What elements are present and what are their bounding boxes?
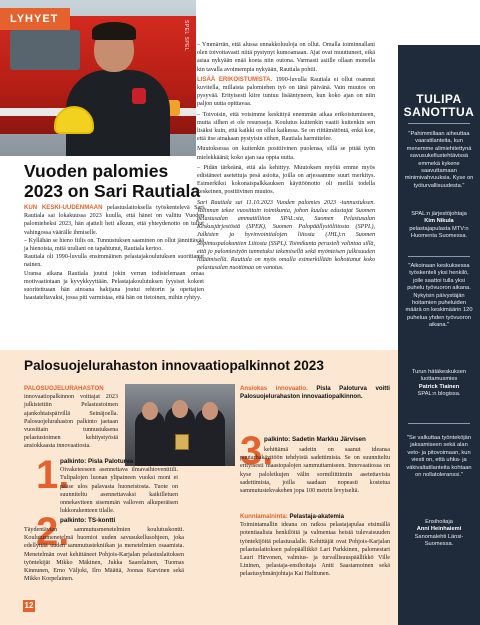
sidebar-attribution-1 <box>404 211 474 241</box>
awards-intro <box>24 385 118 451</box>
attribution-source: Sanomalehti Länsi-Suomessa. <box>414 533 464 548</box>
award-1 <box>60 458 178 515</box>
attribution-name: Kim Nikula <box>424 218 454 225</box>
mention-title: Pelastaja-akatemia <box>287 513 344 520</box>
left-article-body <box>24 204 204 302</box>
sidebar-attribution-2 <box>404 369 474 399</box>
sidebar-quote-1: "Pahimmillaan aiheuttaa vaaratilanteita, kun menemme alimiehitettynä savusukellustehtävissä emmekä kykene saavuttamaan minimivahvuuksia. Kyse on työturvallisuudesta." <box>404 131 474 189</box>
award-2-body <box>24 526 184 583</box>
article-paragraph: Uransa aikana Rautiala joutui jokin verran todistelemaan omaa motivaatiotaan ja kyvykkyyttään. Pelastajakoulutuksen fyysiset kokeet suoritettuaan hän ainoana hakijana joutui rehtorin ja opettajien haastateltavaksi, jossa piti varmistaa, että hän on tietoinen, mihin ryhtyy. <box>24 270 204 302</box>
article-paragraph: – Pidän tärkeänä, että ala kehittyy. Muutoksen myötä emme myös edistäneet asetettuja pesä asioita, joilla on arjessamme suuri merkitys. Esimerkiksi kokonaispalkkauksen käyttöönotto oli meillä todella keskeinen, positiivinen muutos. <box>197 164 375 196</box>
attribution-source: pelastajapulasta MTV:n Huomenta Suomessa. <box>409 225 469 240</box>
award-2 <box>60 517 182 525</box>
award-3-text: kehittämä sadetin on saanut ideansa puutarhakäyttöön tehdyistä sadettimista. Se on suunniteltu erityisesti maastopalojen sammuttamiseen. Innovaatiossa on kyse paloletkujen välin sormiliittimiin asetettavista sadettimista, joilla saadaan nopeasti kostetua sammutustekvakehen jopa 100 metrin levyiseltä. <box>240 447 390 495</box>
photo-head-shape <box>202 402 218 420</box>
award-1-text: Oivaketeeseen asennettava ilmavaihtoventtiili. Tulipalojen luonan ylipaineen vuoksi moni ei pääse ulos palavasta huoneistosta. Tuote on suunniteltu asennettavaksi kaikilletuen onnekaviteen sisemmän valloven alkuperäisen lukkorakenteen tilalle. <box>60 467 178 515</box>
attribution-name: Patrick Tiainen <box>418 383 460 390</box>
uniform-patch-shape <box>132 88 146 104</box>
photo-head-shape <box>142 402 158 420</box>
sidebar-divider <box>408 423 470 424</box>
award-2-label: palkinto: TS-kontti <box>60 517 116 524</box>
photo-head-shape <box>172 400 188 418</box>
award-group-photo <box>125 384 235 466</box>
awards-kicker: PALOSUOJELURAHASTON <box>24 385 104 392</box>
subheading: LISÄÄ ERIKOISTUMISTA. <box>197 75 273 83</box>
caption-head: Ansiokas innovaatio. <box>240 385 308 392</box>
person-hair-shape <box>92 22 136 40</box>
award-2-text: Täydentävien sammutusmenetelmien koulutuskontti. Koulutusmenetelmä huomioi uuden savusukellusohjeen, joka edellyttää uuden sammutustekniikan ja menetelmien osaamista. Menetelmän ovat kehittäneet Pohjois-Karjalan pelastuslaitoksen työntekijät Mikko Mäkinen, Jukka Saarelainen, Tuomas Kinnunen, Erno Väljoki, Ilro Määttä, Joonas Karvinen sekä Mikko Korpelainen. <box>24 527 184 583</box>
photo-caption <box>240 385 390 401</box>
article-headline: Vuoden palomies 2023 on Sari Rautiala <box>24 161 201 201</box>
middle-article-body <box>197 41 375 274</box>
page-number: 12 <box>24 601 34 610</box>
sidebar-divider <box>408 256 470 257</box>
article-paragraph: – Kyllähän se hieno fiilis on. Tunnustuksen saaminen on ollut jännittävää ja hienoista, mitä uraliani on tapahtunut, Rautiala kertoo. <box>24 237 204 253</box>
honorable-mention <box>240 513 390 579</box>
caption-text: Pisla Paloturva voitti Palosuojelurahaston innovaatiopalkinnon. <box>240 385 391 401</box>
sidebar-divider <box>408 123 470 124</box>
mention-text: Toimintamallin ideana on ratkoa pelastajapulaa etsimällä potentiaalisia henkilöitä ja valmentaa heistä tulevaisuuden työntekijöitä pelastusalalle. Kehittäjät ovat Pohjois-Karjalan pelastuslaitoksen palopäällikkö Lari Parkkinen, palomestari Lauri Hirvonen, valmius- ja turvallisuuspäällikkö Ville Lininen, pelastaja-ensihoitaja Antti Saastamoinen sekä pelastusyhmänjohtaja Kai Halttunen. <box>240 522 390 578</box>
award-plaque-shape <box>175 434 189 450</box>
attribution-name: Anni Heinhaiemi <box>416 526 462 533</box>
award-3-body <box>240 446 390 495</box>
quotes-sidebar <box>398 45 480 625</box>
sidebar-quote-3: "Se valkuttaa työnteköjän jaksamiseen sekä alan veto- ja pitovoimaan, kun viesti on, että uhka- ja väkivaltatilanteita kohtaan on nollatoleranssi." <box>406 435 472 479</box>
awards-intro-text: innovaatiopalkinnon voittajat 2023 julkistettiin Pelastustoimen ajankohtaispäivillä Seinäjoella. Palosuojelurahaston palkinto jaetaan vuosittain tunnustuksena pelastustoimen kehitystyöstä ansiokkaasta innovaatiosta. <box>24 394 118 450</box>
attribution-source: SPAL:n blogissa. <box>417 391 461 398</box>
award-3 <box>264 436 390 444</box>
section-tag: LYHYET <box>0 8 70 30</box>
sidebar-title: TULIPA SANOTTUA <box>403 92 475 119</box>
award-number-1: 1. <box>36 453 70 497</box>
article-lead: pelastuslaitoksella työskentelevä Sari Rautiala sai lokakuussa 2023 kuulla, että hänet on valittu Vuoden palomieheksi 2023, hän ajatteli heti alkuun, että yhteydenotto on tullut vahingossa väärälle ihmiselle. <box>24 205 204 236</box>
attribution-role: SPAL:n järjestöjohtaja <box>411 211 467 217</box>
truck-window-shape <box>10 30 80 70</box>
article-paragraph: Rautiala oli 1990-luvulla ensimmäinen pelastajakoulutuksen suorittanut nainen. <box>24 254 204 269</box>
article-paragraph: 1990-luvulla Rautiala ei ollut osannut kuvitella, millaista palomiehen työ on tänä päivänä. Vain muutos on pysyvää. Erityisesti kiire tuntuu lisääntyneen, kun koko ajan on niin paljon uutta opittavaa. <box>197 76 375 108</box>
award-3-label: palkinto: Sadetin Markku Järvisen <box>264 436 366 443</box>
sidebar-attribution-3 <box>404 519 474 549</box>
attribution-role: Ensihoitaja <box>425 519 453 525</box>
award-number-3: 3. <box>240 429 274 473</box>
article-kicker: KUN KESKI-UUDENMAAN <box>24 204 103 211</box>
awards-section-title: Palosuojelurahaston innovaatiopalkinnot 2023 <box>24 358 324 373</box>
photo-credit: SPEL SPEL <box>183 20 189 52</box>
sidebar-quote-2: "Aikoinaan keskuksessa työskenteli yksi henkilö, jolle saattoi tulla yksi puhelu työvuoron aikana. Nykyisin päivystäjän hoitamien puheluiden määrä on keskimäärin 120 puhelua yhden työvuoron aikana." <box>405 263 473 329</box>
mention-head: Kunniamaininta: <box>240 513 288 520</box>
award-number-2: 2. <box>36 510 70 554</box>
award-1-label: palkinto: Pisla Paloturva <box>60 458 134 465</box>
attribution-role: Turun hätäkeskuksen luottamusmies <box>411 369 467 383</box>
article-footnote: Sari Rautiala sai 11.10.2023 Vuoden palomies 2023 -tunnustuksen. Valinnan tekee vuosittain toimikunta, johon kuuluu edustajat Suomen pelastusalan ammattiliiton SPAL:sta, Suomen Pelastusalan Keskusjärjestöstä (SPEK), Suomen Palopäällystöliitosta (SPPL), Julkisten ja hyvinvointialojen liitosta (JHL):n Suomen Sopimuspalokuntien Liitosta (SSPL). Toimikunta perustelt valintaa sillä, että jo palomiestyön tunnetuksi tekemisellä sekä myönteisen julkisuuden lisäämisellä. Rautiala on myös omalla esimerkillään kohottanut koko pelastusalan nuottimaa on vanotus. <box>197 199 375 272</box>
article-paragraph: Muutoksessa on kuitenkin positiivinen puolensa, sillä se pitää työn mielekkäänä; koko ajan saa oppia uutta. <box>197 146 375 161</box>
article-paragraph: – Toivoisin, että voisimme keskittyä enemmän aikaa erikoistumiseen, mutta silhen ei ole resursseja. Koulutus kuitenkin vaatii kuitenkin sen lisäksi kuin, että kaikki on ollut kaikessa. Se on riittämätöntä, enkä koe, että itse ainakaan pystyisin siihen, Rautiala harmittelee. <box>197 111 375 143</box>
article-paragraph: – Ymmärrän, että alussa ennakkoluuloja on ollut. Omalla toiminnallani olen toivottavasti niitä pystynyt kumoamaan. Ajat ovat muuttuneet, eikä asiaa nykyään enää koeta niin outona. Varmasti asiille ollaan monella kin tavalla avoimempia nykyään, Rautiala pohtii. <box>197 42 375 73</box>
